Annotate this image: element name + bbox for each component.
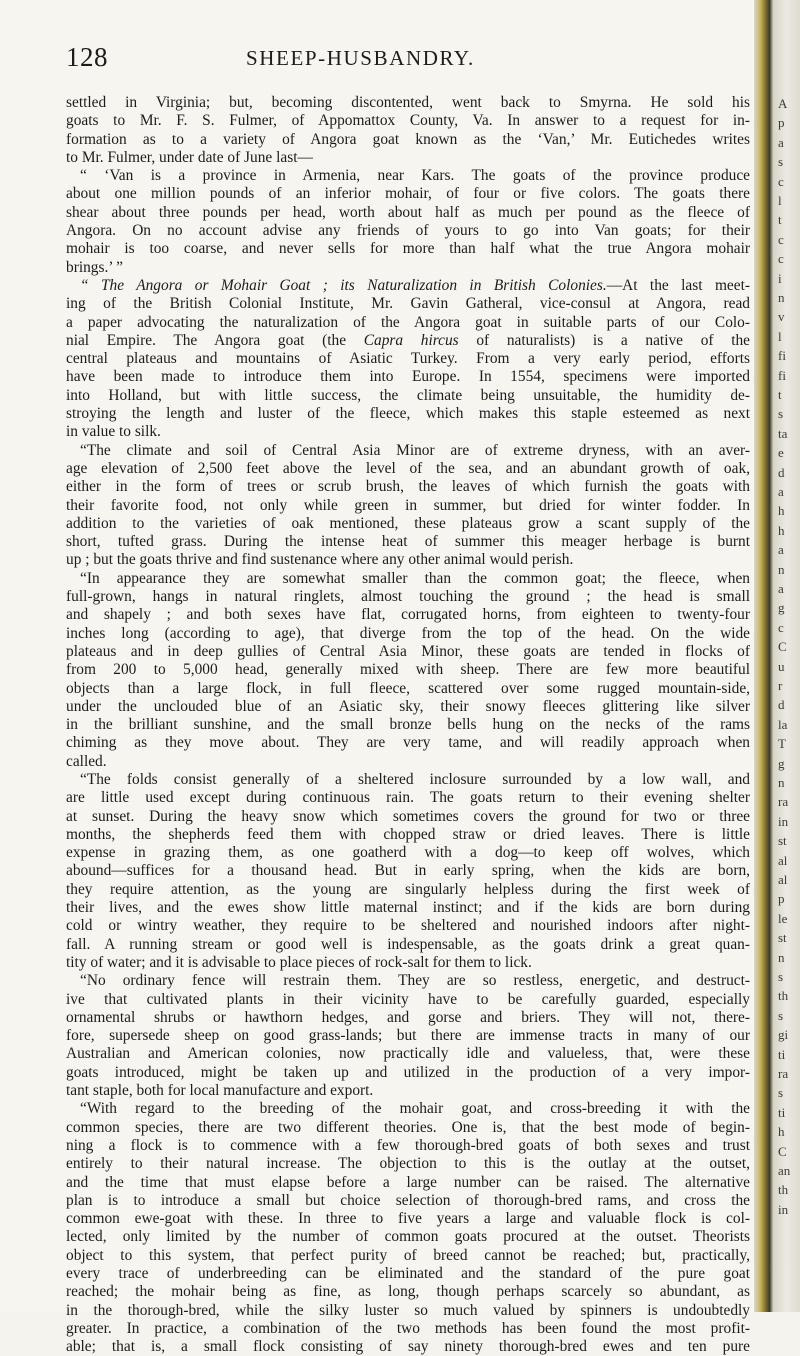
bleed-glyph: ta xyxy=(778,425,788,441)
text-line: months, the shepherds feed them with chopped straw or dried leaves. There is little xyxy=(66,825,750,843)
body-paragraphs xyxy=(66,442,750,1356)
paragraph xyxy=(66,570,750,771)
text-line: formation as to a variety of Angora goat known as the ‘Van,’ Mr. Eutichedes writes xyxy=(66,130,750,148)
text-line: expense in grazing them, as one goatherd with a dog—to keep off wolves, which xyxy=(66,844,750,862)
bleed-glyph: C xyxy=(778,1143,787,1159)
bleed-glyph: ra xyxy=(778,794,789,810)
bleed-glyph: ra xyxy=(778,1066,789,1081)
text-line: object to this system, that perfect purity of breed cannot be reached; but, practically, xyxy=(66,1246,750,1264)
bleed-glyph: s xyxy=(778,406,784,422)
bleed-glyph: n xyxy=(778,290,785,305)
text-line: plan is to introduce a small but choice selection of thorough-bred rams, and cross the xyxy=(66,1191,750,1209)
bleed-glyph: e xyxy=(778,445,784,461)
bleed-glyph: ti xyxy=(778,1104,786,1120)
text-line: goats introduced, might be taken up and utilized in the production of a very impor- xyxy=(66,1063,750,1081)
bleed-glyph: l xyxy=(778,193,782,208)
text-line: every trace of underbreeding can be eliminated and the standard of the pure goat xyxy=(66,1265,750,1282)
text-line: up ; but the goats thrive and find sustenance where any other animal would perish. xyxy=(66,551,574,569)
bleed-glyph: t xyxy=(778,387,782,402)
text-line: chiming as they move about. They are very tame, and will readily approach when xyxy=(66,734,750,752)
bleed-glyph: ti xyxy=(778,1046,786,1062)
text-line: lected, only limited by the number of common goats procured at the outset. Theorists xyxy=(66,1228,750,1246)
bleed-glyph: n xyxy=(778,775,785,790)
bleed-glyph: h xyxy=(778,1124,785,1140)
text-line: stroying the length and luster of the fleece, which makes this staple esteemed as next xyxy=(66,405,750,423)
bleed-glyph: c xyxy=(778,251,784,267)
bleed-glyph: s xyxy=(778,1007,784,1023)
text-line: about one million pounds of an inferior mohair, of four or five colors. The goats there xyxy=(66,185,750,203)
bleed-glyph: an xyxy=(778,1163,791,1178)
bleed-glyph: n xyxy=(778,561,785,577)
text-line: fore, supersede sheep on good grass-lands; but there are immense tracts in many of our xyxy=(66,1027,750,1045)
bleed-glyph: s xyxy=(778,154,784,170)
running-head: SHEEP-HUSBANDRY. xyxy=(246,46,475,70)
text-line: ing of the British Colonial Institute, Mr. Gavin Gatheral, vice-consul at Angora, read xyxy=(66,295,750,313)
text-line: “With regard to the breeding of the mohair goat, and cross-breeding it with the xyxy=(80,1100,750,1118)
bleed-glyph: al xyxy=(778,852,788,868)
bleed-glyph: h xyxy=(778,522,785,538)
text-line: from 200 to 5,000 head, generally mixed with sheep. There are few more beautiful xyxy=(66,661,750,679)
bleed-glyph: r xyxy=(778,678,783,693)
text-line: to Mr. Fulmer, under date of June last— xyxy=(66,148,313,166)
bleed-glyph: c xyxy=(778,231,784,247)
text-line: mohair is too coarse, and never sells for more than half what the true Angora mohair xyxy=(66,240,750,258)
text-line: objects than a large flock, in full fleece, scattered over some rugged mountain-side, xyxy=(66,679,750,697)
bleed-glyph: a xyxy=(778,484,784,499)
text-line: shear about three pounds per head, worth about half as much per pound as the fleece of xyxy=(66,203,750,221)
text-line: short, tufted grass. During the intense heat of summer this meager herbage is burnt xyxy=(66,533,750,551)
text-line: in value to silk. xyxy=(66,423,161,441)
text-line: have been made to introduce them into Europe. In 1554, specimens were imported xyxy=(66,368,750,386)
bleed-glyph: fi xyxy=(778,348,786,364)
text-line: their lives, and the ewes show little maternal instinct; and if the kids are born during xyxy=(66,899,750,917)
text-line: “The climate and soil of Central Asia Minor are of extreme dryness, with an aver- xyxy=(80,441,750,459)
bleed-glyph: gi xyxy=(778,1027,789,1043)
text-line: ornamental shrubs or hawthorn hedges, and gorse and briers. They will not, there- xyxy=(66,1008,750,1026)
paragraph-naturalization xyxy=(66,277,750,442)
text-line: they require attention, as the young are singularly helpless during the first week of xyxy=(66,880,750,898)
text-line: full-grown, hangs in natural ringlets, almost touching the ground ; the head is small xyxy=(66,588,750,606)
bleed-glyph: v xyxy=(778,309,785,325)
bleed-glyph: d xyxy=(778,464,785,480)
bleed-glyph: s xyxy=(778,1085,784,1101)
bleed-glyph: th xyxy=(778,1182,789,1198)
bleed-glyph: h xyxy=(778,503,785,519)
paragraph xyxy=(66,1100,750,1356)
text-line: at sunset. During the heavy snow which sometimes covers the ground for two or three xyxy=(66,807,750,825)
bleed-glyph: st xyxy=(778,833,787,849)
text-line: either in the form of trees or scrub brush, the leaves of which furnish the goats with xyxy=(66,478,750,496)
text-line: age elevation of 2,500 feet above the level of the sea, and an abundant growth of oak, xyxy=(66,459,750,477)
paragraph xyxy=(66,771,750,972)
bleed-glyph: c xyxy=(778,173,784,189)
bleed-glyph: le xyxy=(778,910,788,926)
text-line: common ewe-goat with these. In three to five years a large and valuable flock is col- xyxy=(66,1210,750,1228)
text-line: “ ‘Van is a province in Armenia, near Kars. The goats of the province produce xyxy=(80,167,750,185)
text-line: fall. A running stream or good well is indespensable, as the goats drink a great quan- xyxy=(66,935,750,953)
bleed-glyph: s xyxy=(778,969,784,984)
section-heading: “ The Angora or Mohair Goat ; its Naturalization in British Colonies. xyxy=(80,276,607,294)
bleed-glyph: st xyxy=(778,930,787,946)
text-line: entirely to their natural increase. The objection to this is the outlay at the outset, xyxy=(66,1155,750,1173)
bleed-glyph: i xyxy=(778,270,782,286)
text-line: tity of water; and it is advisable to place pieces of rock-salt for them to lick. xyxy=(66,953,532,971)
text-line: “The folds consist generally of a sheltered inclosure surrounded by a low wall, and xyxy=(80,770,750,788)
bleed-glyph: l xyxy=(778,328,782,344)
page-header xyxy=(66,42,746,82)
bleed-glyph: t xyxy=(778,212,782,228)
species-name: Capra hircus xyxy=(363,331,459,349)
bleed-glyph: C xyxy=(778,639,787,655)
text-line: are little used except during continuous rain. The goats return to their evening shelter xyxy=(66,789,750,807)
text-line: in the thorough-bred, while the silky luster so much valued by spinners is undoubtedly xyxy=(66,1301,750,1319)
bleed-glyph: a xyxy=(778,581,784,596)
text-line: plateaus and in deep gullies of Central Asia Minor, these goats are tended in flocks of xyxy=(66,642,750,660)
page-body xyxy=(66,94,750,1356)
bleed-glyph: th xyxy=(778,988,789,1004)
bleed-glyph: fi xyxy=(778,367,786,383)
text-line: common species, there are two different theories. One is, that the best mode of begin- xyxy=(66,1118,750,1136)
text-line: ive that cultivated plants in their vicinity have to be carefully guarded, especially xyxy=(66,990,750,1008)
bleed-glyph: g xyxy=(778,600,785,616)
text-line: brings.’ ” xyxy=(66,258,123,276)
bleed-glyph: al xyxy=(778,872,788,887)
text-line: under the unclouded blue of an Asiatic sky, their snowy fleeces glittering like silver xyxy=(66,697,750,715)
bleed-glyph: T xyxy=(778,736,786,752)
text-line: into Holland, but with little success, the climate being unsuitable, the humidity de- xyxy=(66,386,750,404)
text-line: a paper advocating the naturalization of the Angora goat in suitable parts of our Colo- xyxy=(66,313,750,331)
paragraph xyxy=(66,442,750,570)
text-line: abound—suffices for a thousand head. But in early spring, when the kids are born, xyxy=(66,862,750,880)
text-line: “In appearance they are somewhat smaller than the common goat; the fleece, when xyxy=(80,569,750,587)
text-line: “ The Angora or Mohair Goat ; its Naturalization in British Colonies.—At the last meet- xyxy=(80,276,750,294)
bleed-glyph: in xyxy=(778,813,789,829)
bleed-glyph: a xyxy=(778,542,784,558)
text-line: and shapely ; and both sexes have flat, corrugated horns, from eighteen to twenty-four xyxy=(66,606,750,624)
text-line: settled in Virginia; but, becoming discontented, went back to Smyrna. He sold his xyxy=(66,94,750,111)
text-line: inches long (according to age), that diverge from the top of the head. On the wide xyxy=(66,624,750,642)
paragraph-van-letter xyxy=(66,94,750,277)
text-line: addition to the varieties of oak mentioned, these plateaus grow a scant supply of the xyxy=(66,514,750,532)
text-line: Angora. On no account advise any friends of yours to go into Van goats; for their xyxy=(66,222,750,240)
text-line: Australian and American colonies, now practically idle and valueless, that, were these xyxy=(66,1045,750,1063)
paragraph xyxy=(66,972,750,1100)
text-line: reached; the mohair being as fine, as long, though perhaps scarcely so abundant, as xyxy=(66,1283,750,1301)
text-line: nial Empire. The Angora goat (the Capra hircus of naturalists) is a native of the xyxy=(66,331,751,349)
text-line: “No ordinary fence will restrain them. They are so restless, energetic, and destruct- xyxy=(80,972,750,990)
text-line: central plateaus and mountains of Asiatic Turkey. From a very early period, efforts xyxy=(66,350,750,368)
text-line: ning a flock is to commence with a few thorough-bred goats of both sexes and trust xyxy=(66,1136,750,1154)
page-number: 128 xyxy=(66,42,108,72)
bleed-glyph: u xyxy=(778,658,785,674)
text-line: tant staple, both for local manufacture and export. xyxy=(66,1082,374,1100)
bleed-glyph: p xyxy=(778,115,785,131)
bleed-glyph: c xyxy=(778,619,784,635)
text-line: their favorite food, not only while green in summer, but dried for winter fodder. In xyxy=(66,496,750,514)
bleed-glyph: p xyxy=(778,891,785,907)
text-line: able; that is, a small flock consisting of say ninety thorough-bred ewes and ten pure xyxy=(66,1338,750,1356)
bleed-glyph: in xyxy=(778,1201,789,1217)
text-line: greater. In practice, a combination of the two methods has been found the most profit- xyxy=(66,1319,750,1337)
text-line: cold or wintry weather, they require to be sheltered and nourished indoors after night- xyxy=(66,917,750,935)
text-line: goats to Mr. F. S. Fulmer, of Appomattox County, Va. In answer to a request for in- xyxy=(66,112,750,130)
bleed-glyph: g xyxy=(778,755,785,771)
text-line: in the brilliant sunshine, and the small bronze bells hung on the necks of the rams xyxy=(66,716,750,734)
text-line: called. xyxy=(66,752,107,770)
bleed-glyph: la xyxy=(778,716,788,732)
bleed-glyph: a xyxy=(778,134,784,150)
bleed-glyph: d xyxy=(778,697,785,713)
bleed-glyph: n xyxy=(778,949,785,965)
text-line: and the time that must elapse before a large number can be raised. The alternative xyxy=(66,1173,750,1191)
bleed-glyph: A xyxy=(778,96,788,111)
